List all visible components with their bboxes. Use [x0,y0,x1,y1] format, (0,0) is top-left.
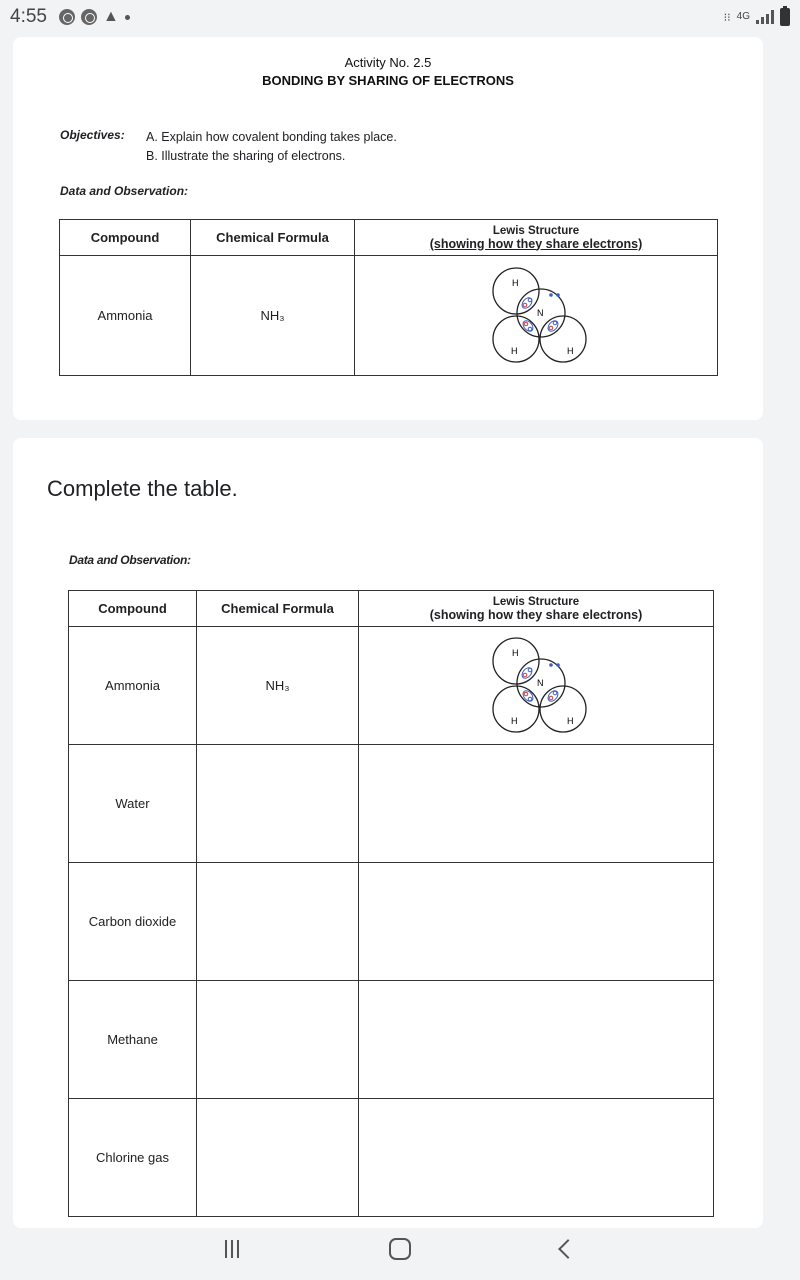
header-formula: Chemical Formula [197,591,359,627]
svg-text:H: H [567,345,574,356]
svg-text:N: N [537,307,544,318]
cell-lewis [359,627,714,745]
cell-compound: Ammonia [60,256,191,376]
app-notification-icon [59,9,75,25]
question-prompt: Complete the table. [47,476,238,501]
section-label: Data and Observation: [60,184,189,198]
cell-compound: Ammonia [69,627,197,745]
objectives-label: Objectives: [60,128,125,142]
svg-text:H: H [512,277,519,288]
section-label: Data and Observation: [69,553,191,567]
cell-compound: Methane [69,981,197,1099]
header-lewis-subtitle: (showing how they share electrons) [429,607,643,622]
header-lewis-subtitle: (showing how they share electrons) [429,236,643,251]
header-lewis-title: Lewis Structure [492,595,580,608]
svg-text:H: H [512,647,519,658]
objectives-list [146,128,397,166]
cell-formula [197,981,359,1099]
activity-number: Activity No. 2.5 [344,55,432,70]
svg-text:H: H [511,715,518,726]
activity-title: BONDING BY SHARING OF ELECTRONS [262,73,514,88]
question-image-card [13,37,763,420]
header-lewis [359,591,714,627]
table-row [69,627,714,745]
ammonia-lewis-diagram [481,261,591,371]
battery-icon [780,8,790,26]
dot-icon [125,15,130,20]
cell-formula: NH₃ [197,627,359,745]
objective-item: B. Illustrate the sharing of electrons. [146,149,346,163]
header-lewis-title: Lewis Structure [492,224,580,237]
home-button[interactable] [389,1238,411,1260]
table-row [69,863,714,981]
status-bar [0,0,800,34]
navigation-bar [0,1218,800,1280]
signal-icon [756,10,774,24]
app-notification-icon [81,9,97,25]
svg-text:N: N [537,677,544,688]
cell-compound: Chlorine gas [69,1099,197,1217]
cell-formula [197,745,359,863]
table-row [69,981,714,1099]
question-card [13,438,763,1228]
answer-table [68,590,714,1217]
objective-item: A. Explain how covalent bonding takes place. [146,130,397,144]
cell-lewis [359,863,714,981]
table-row [69,1099,714,1217]
cell-formula [197,863,359,981]
cell-compound: Carbon dioxide [69,863,197,981]
header-formula: Chemical Formula [191,220,355,256]
alert-icon: ▲ [102,8,119,25]
cell-lewis [359,745,714,863]
wifi-calling-icon: ⁝⁝ [723,11,731,24]
recent-apps-button[interactable] [225,1240,239,1258]
table-row [69,745,714,863]
sample-table [59,219,718,376]
back-button[interactable] [558,1239,578,1259]
status-time: 4:55 [10,6,47,27]
svg-text:H: H [511,345,518,356]
ammonia-lewis-diagram [481,631,591,741]
header-compound: Compound [60,220,191,256]
cell-formula [197,1099,359,1217]
cell-compound: Water [69,745,197,863]
cell-formula: NH₃ [191,256,355,376]
cell-lewis [359,1099,714,1217]
svg-text:H: H [567,715,574,726]
header-compound: Compound [69,591,197,627]
header-lewis [355,220,718,256]
cell-lewis [355,256,718,376]
cell-lewis [359,981,714,1099]
network-type: 4G [736,11,750,22]
